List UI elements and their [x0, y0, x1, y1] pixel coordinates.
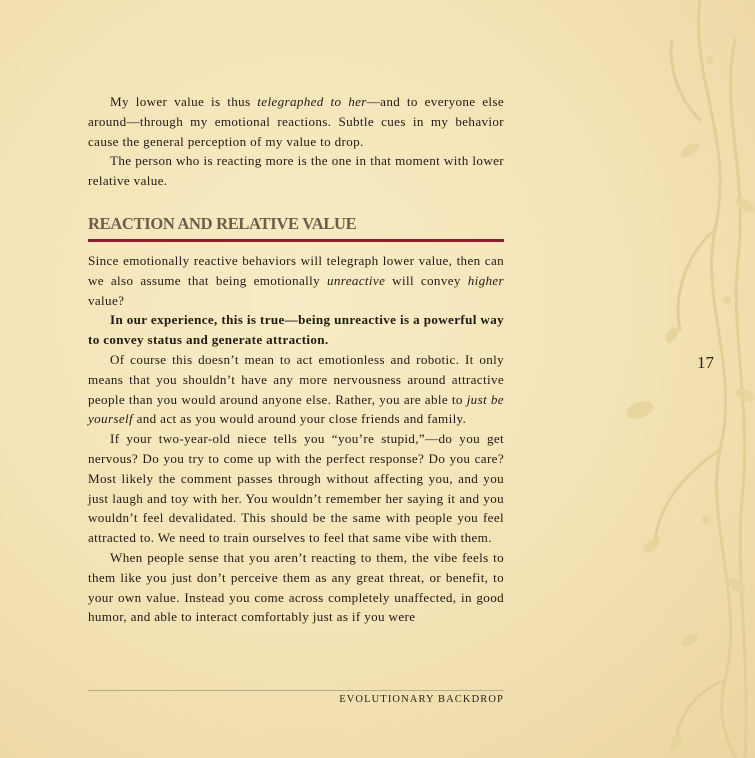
intro-text	[88, 92, 504, 191]
text-run: Of course this doesn’t mean to act emotionless and robotic. It only means that you shouldn’t have any more nervousness around attractive people than you would around anyone else. Rather, you are able to	[88, 351, 504, 407]
text-run: Since emotionally reactive behaviors will telegraph lower value, then can we also assume that being emotionally	[88, 253, 504, 288]
heading-rule	[88, 239, 504, 242]
section-paragraph-2: In our experience, this is true—being unreactive is a powerful way to convey status and generate attraction.	[88, 312, 504, 348]
text-run: value?	[88, 292, 125, 308]
page-number: 17	[697, 353, 714, 372]
intro-paragraph-1	[88, 92, 504, 151]
text-run: and act as you would around your close friends and family.	[132, 411, 467, 427]
section-paragraph-1	[88, 251, 504, 310]
emphasis-text: just be yourself	[88, 391, 504, 427]
running-footer: EVOLUTIONARY BACKDROP	[339, 694, 504, 705]
footer-rule	[88, 690, 504, 691]
text-run: My lower value is thus	[110, 94, 258, 109]
emphasis-text: higher	[467, 272, 504, 288]
text-run: will convey	[385, 272, 468, 288]
section-paragraph-5: When people sense that you aren’t reacting to them, the vibe feels to them like you just don’t perceive them as any great threat, or benefit, to your own value. Instead you come across completely unaffected, in good humor, and able to interact comfortably just as if you were	[88, 549, 504, 625]
section-paragraph-4: If your two-year-old niece tells you “you’re stupid,”—do you get nervous? Do you try to come up with the perfect response? Do you care? Most likely the comment passes through without affecting you, and you just laugh and toy with her. You wouldn’t remember her saying it and you wouldn’t feel devalidated. This should be the same with people you feel attracted to. We need to train ourselves to feel that same vibe with them.	[88, 431, 504, 546]
text-run: —and to everyone else around—through my emotional reactions. Subtle cues in my behavior cause the general perception of my value to drop.	[88, 94, 504, 149]
section-paragraph-3	[88, 350, 504, 429]
emphasis-text: unreactive	[326, 272, 386, 288]
emphasis-text: telegraphed to her	[257, 94, 367, 109]
intro-paragraph-2: The person who is reacting more is the one in that moment with lower relative value.	[88, 153, 504, 189]
section-body	[88, 251, 504, 627]
section-heading: REACTION AND RELATIVE VALUE	[88, 214, 357, 233]
